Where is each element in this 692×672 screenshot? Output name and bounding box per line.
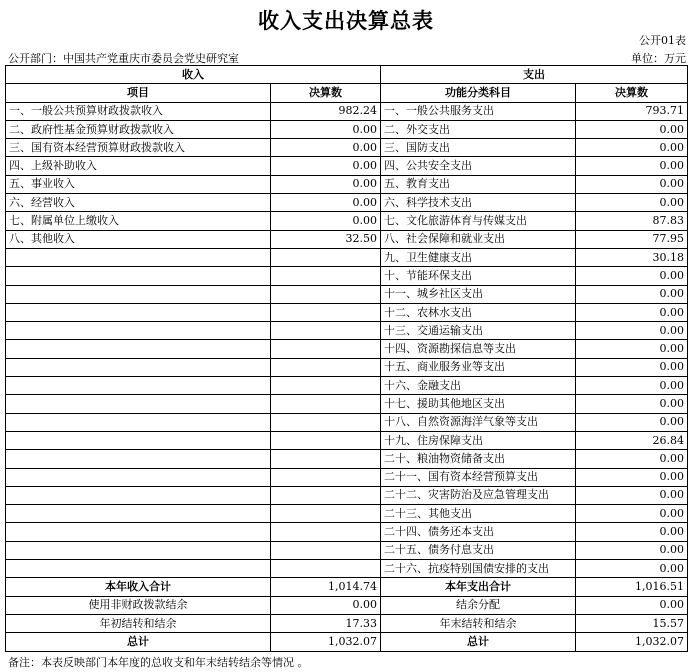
income-item-value (271, 303, 381, 321)
table-row (6, 303, 688, 321)
summary-income-value: 0.00 (271, 596, 381, 614)
summary-row (6, 633, 688, 651)
expense-item-value: 0.00 (576, 541, 688, 559)
income-item-label (6, 505, 271, 523)
expense-item-label: 十八、自然资源海洋气象等支出 (381, 413, 576, 431)
table-row (6, 541, 688, 559)
table-row (6, 248, 688, 266)
expense-item-label: 十一、城乡社区支出 (381, 285, 576, 303)
income-item-label (6, 486, 271, 504)
income-item-label (6, 285, 271, 303)
income-item-value: 0.00 (271, 212, 381, 230)
expense-item-value: 0.00 (576, 157, 688, 175)
income-item-label: 五、事业收入 (6, 175, 271, 193)
income-item-label: 三、国有资本经营预算财政拨款收入 (6, 139, 271, 157)
income-item-label (6, 395, 271, 413)
income-item-value (271, 505, 381, 523)
table-row (6, 450, 688, 468)
expense-item-value: 0.00 (576, 194, 688, 212)
footnote: 备注：本表反映部门本年度的总收支和年末结转结余等情况 。 (8, 656, 309, 669)
expense-item-label: 五、教育支出 (381, 175, 576, 193)
income-item-value: 0.00 (271, 157, 381, 175)
summary-income-value: 1,032.07 (271, 633, 381, 651)
expense-item-label: 二十六、抗疫特别国债安排的支出 (381, 560, 576, 578)
summary-income-label: 使用非财政拨款结余 (6, 596, 271, 614)
summary-expense-label: 年末结转和结余 (381, 614, 576, 632)
col-func-header: 功能分类科目 (381, 84, 576, 102)
table-row (6, 175, 688, 193)
summary-row (6, 596, 688, 614)
expense-item-value: 0.00 (576, 267, 688, 285)
table-row (6, 322, 688, 340)
expense-item-label: 九、卫生健康支出 (381, 248, 576, 266)
income-item-label (6, 303, 271, 321)
income-item-label: 八、其他收入 (6, 230, 271, 248)
income-item-label (6, 450, 271, 468)
income-item-value: 0.00 (271, 175, 381, 193)
expense-item-label: 十二、农林水支出 (381, 303, 576, 321)
expense-item-value: 0.00 (576, 523, 688, 541)
income-item-value (271, 450, 381, 468)
col-amount-header: 决算数 (271, 84, 381, 102)
expense-item-value: 0.00 (576, 303, 688, 321)
income-item-value (271, 560, 381, 578)
summary-income-value: 1,014.74 (271, 578, 381, 596)
expense-item-value: 0.00 (576, 340, 688, 358)
income-item-label: 六、经营收入 (6, 194, 271, 212)
summary-expense-value: 1,032.07 (576, 633, 688, 651)
table-row (6, 157, 688, 175)
table-row (6, 413, 688, 431)
income-item-label (6, 541, 271, 559)
table-row (6, 377, 688, 395)
income-item-label (6, 340, 271, 358)
col-amount2-header: 决算数 (576, 84, 688, 102)
income-item-value (271, 377, 381, 395)
income-item-label (6, 468, 271, 486)
income-item-value (271, 523, 381, 541)
table-row (6, 120, 688, 138)
income-item-label: 一、一般公共预算财政拨款收入 (6, 102, 271, 120)
expense-item-value: 0.00 (576, 450, 688, 468)
expense-item-label: 十、节能环保支出 (381, 267, 576, 285)
table-column-row (6, 84, 688, 102)
table-row (6, 468, 688, 486)
expense-item-label: 三、国防支出 (381, 139, 576, 157)
unit-label: 单位：万元 (631, 52, 686, 65)
income-item-label (6, 431, 271, 449)
expense-item-value: 0.00 (576, 285, 688, 303)
expense-item-value: 0.00 (576, 505, 688, 523)
income-item-value (271, 431, 381, 449)
expense-item-label: 七、文化旅游体育与传媒支出 (381, 212, 576, 230)
summary-expense-label: 结余分配 (381, 596, 576, 614)
expense-item-value: 26.84 (576, 431, 688, 449)
expense-item-label: 一、一般公共服务支出 (381, 102, 576, 120)
table-row (6, 194, 688, 212)
income-item-label (6, 523, 271, 541)
expense-item-value: 87.83 (576, 212, 688, 230)
table-row (6, 212, 688, 230)
table-row (6, 505, 688, 523)
department-label: 公开部门：中国共产党重庆市委员会党史研究室 (8, 52, 239, 65)
expense-header: 支出 (381, 66, 688, 84)
expense-item-value: 0.00 (576, 377, 688, 395)
table-row (6, 523, 688, 541)
income-item-value (271, 486, 381, 504)
expense-item-label: 十五、商业服务业等支出 (381, 358, 576, 376)
summary-income-label: 本年收入合计 (6, 578, 271, 596)
expense-item-label: 十三、交通运输支出 (381, 322, 576, 340)
expense-item-label: 六、科学技术支出 (381, 194, 576, 212)
expense-item-value: 0.00 (576, 468, 688, 486)
expense-item-label: 八、社会保障和就业支出 (381, 230, 576, 248)
summary-row (6, 578, 688, 596)
page-title: 收入支出决算总表 (258, 9, 434, 33)
expense-item-value: 0.00 (576, 139, 688, 157)
income-item-value (271, 248, 381, 266)
table-row (6, 486, 688, 504)
table-row (6, 285, 688, 303)
table-row (6, 102, 688, 120)
income-item-value (271, 340, 381, 358)
summary-income-label: 年初结转和结余 (6, 614, 271, 632)
expense-item-label: 二十四、债务还本支出 (381, 523, 576, 541)
income-item-value (271, 468, 381, 486)
income-item-label: 四、上级补助收入 (6, 157, 271, 175)
expense-item-value: 0.00 (576, 120, 688, 138)
expense-item-label: 二、外交支出 (381, 120, 576, 138)
expense-item-value: 0.00 (576, 175, 688, 193)
income-item-label (6, 413, 271, 431)
expense-item-label: 二十、粮油物资储备支出 (381, 450, 576, 468)
table-row (6, 431, 688, 449)
expense-item-label: 二十三、其他支出 (381, 505, 576, 523)
expense-item-value: 30.18 (576, 248, 688, 266)
income-item-label (6, 358, 271, 376)
income-item-label (6, 248, 271, 266)
expense-item-label: 十六、金融支出 (381, 377, 576, 395)
income-item-value: 32.50 (271, 230, 381, 248)
income-item-label (6, 560, 271, 578)
summary-expense-label: 总计 (381, 633, 576, 651)
col-item-header: 项目 (6, 84, 271, 102)
income-item-value: 0.00 (271, 120, 381, 138)
summary-expense-label: 本年支出合计 (381, 578, 576, 596)
table-row (6, 139, 688, 157)
table-header-row (6, 66, 688, 84)
income-item-value (271, 285, 381, 303)
income-item-value (271, 413, 381, 431)
budget-table (5, 65, 688, 652)
summary-expense-value: 0.00 (576, 596, 688, 614)
expense-item-label: 二十二、灾害防治及应急管理支出 (381, 486, 576, 504)
expense-item-label: 十四、资源勘探信息等支出 (381, 340, 576, 358)
income-header: 收入 (6, 66, 381, 84)
income-item-value (271, 267, 381, 285)
summary-income-label: 总计 (6, 633, 271, 651)
expense-item-label: 二十一、国有资本经营预算支出 (381, 468, 576, 486)
income-item-value (271, 358, 381, 376)
income-item-value: 0.00 (271, 194, 381, 212)
income-item-value (271, 322, 381, 340)
income-item-label (6, 377, 271, 395)
expense-item-label: 四、公共安全支出 (381, 157, 576, 175)
income-item-value (271, 395, 381, 413)
expense-item-label: 二十五、债务付息支出 (381, 541, 576, 559)
expense-item-value: 77.95 (576, 230, 688, 248)
table-row (6, 395, 688, 413)
income-item-label (6, 267, 271, 285)
expense-item-label: 十七、援助其他地区支出 (381, 395, 576, 413)
table-row (6, 560, 688, 578)
table-row (6, 358, 688, 376)
expense-item-value: 0.00 (576, 560, 688, 578)
summary-expense-value: 15.57 (576, 614, 688, 632)
expense-item-value: 0.00 (576, 322, 688, 340)
income-item-label: 二、政府性基金预算财政拨款收入 (6, 120, 271, 138)
summary-expense-value: 1,016.51 (576, 578, 688, 596)
form-number: 公开01表 (639, 34, 686, 47)
income-item-label (6, 322, 271, 340)
income-item-value: 982.24 (271, 102, 381, 120)
summary-income-value: 17.33 (271, 614, 381, 632)
income-item-value: 0.00 (271, 139, 381, 157)
table-row (6, 267, 688, 285)
table-row (6, 230, 688, 248)
expense-item-label: 十九、住房保障支出 (381, 431, 576, 449)
expense-item-value: 0.00 (576, 413, 688, 431)
expense-item-value: 793.71 (576, 102, 688, 120)
expense-item-value: 0.00 (576, 486, 688, 504)
summary-row (6, 614, 688, 632)
income-item-value (271, 541, 381, 559)
expense-item-value: 0.00 (576, 358, 688, 376)
expense-item-value: 0.00 (576, 395, 688, 413)
table-row (6, 340, 688, 358)
income-item-label: 七、附属单位上缴收入 (6, 212, 271, 230)
